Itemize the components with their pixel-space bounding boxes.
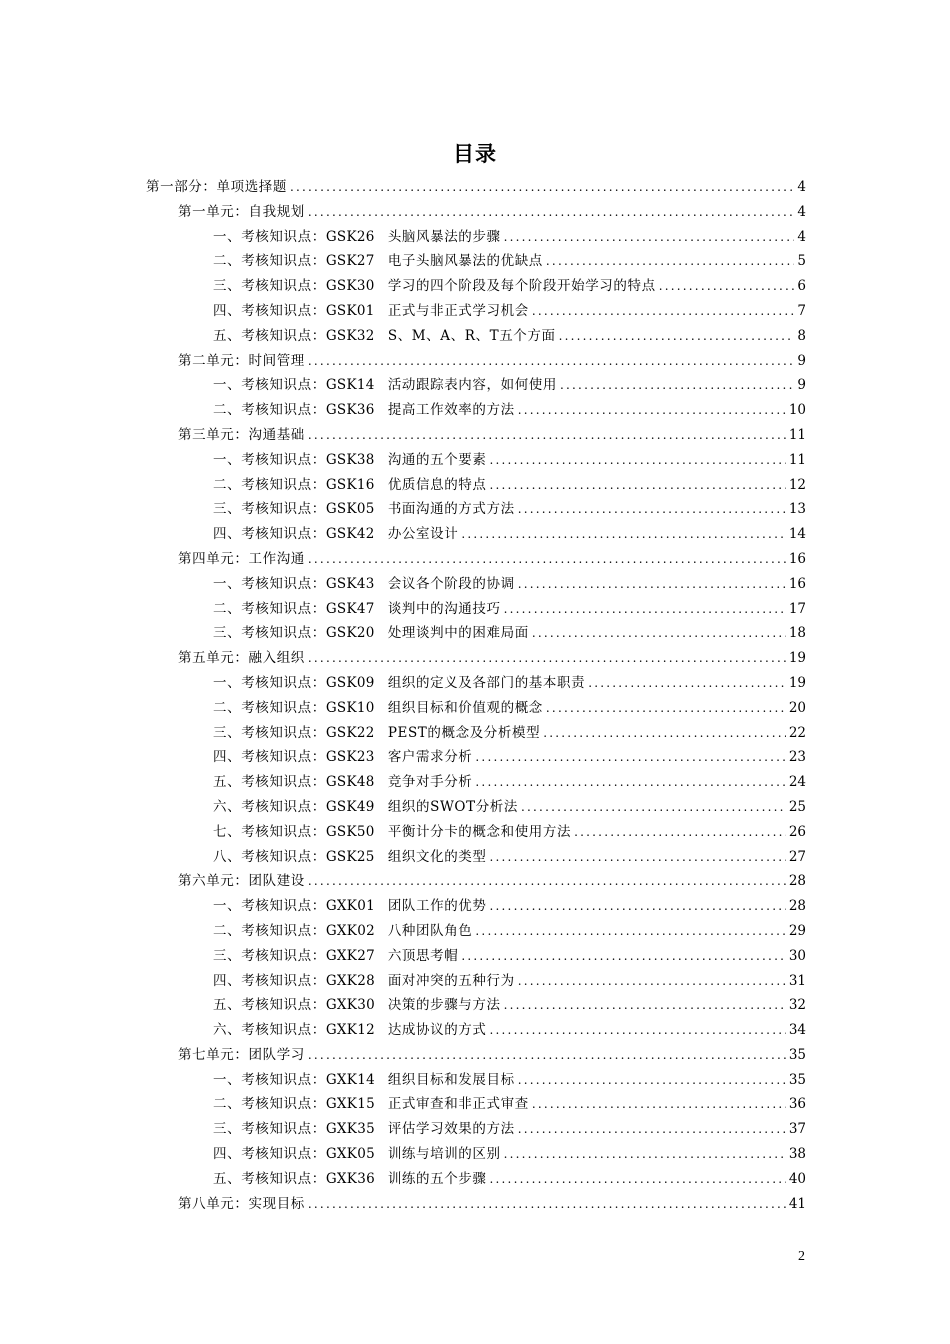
toc-knowledge-point-entry[interactable] (146, 969, 806, 994)
toc-entry-title (213, 473, 487, 498)
toc-entry-label: 四、考核知识点： (213, 302, 326, 319)
toc-dot-leader (659, 274, 795, 299)
toc-entry-page-number: 18 (788, 625, 806, 642)
toc-entry-title (213, 745, 472, 770)
toc-dot-leader (308, 423, 786, 448)
toc-entry-page-number: 4 (797, 228, 806, 245)
toc-entry-page-number: 32 (788, 997, 806, 1014)
toc-entry-code: GXK02 (325, 922, 375, 939)
toc-entry-label: 七、考核知识点： (213, 823, 326, 840)
toc-entry-code: GSK42 (325, 526, 375, 543)
toc-entry-topic: 组织目标和价值观的概念 (387, 699, 543, 716)
toc-unit-entry[interactable] (146, 547, 806, 572)
toc-entry-title (213, 969, 515, 994)
toc-entry-title (213, 1142, 501, 1167)
toc-unit-entry[interactable] (146, 1043, 806, 1068)
toc-entry-label: 二、考核知识点： (213, 922, 326, 939)
toc-entry-code: GXK14 (325, 1071, 375, 1088)
toc-entry-topic: 会议各个阶段的协调 (387, 575, 515, 592)
toc-knowledge-point-entry[interactable] (146, 299, 806, 324)
toc-entry-label: 二、考核知识点： (213, 600, 326, 617)
toc-entry-code: GXK12 (325, 1022, 375, 1039)
toc-knowledge-point-entry[interactable] (146, 597, 806, 622)
toc-entry-title (213, 944, 458, 969)
toc-dot-leader (518, 497, 786, 522)
toc-knowledge-point-entry[interactable] (146, 373, 806, 398)
toc-entry-code: GSK10 (325, 699, 375, 716)
toc-entry-code: GXK36 (325, 1170, 375, 1187)
toc-entry-label: 第四单元：工作沟通 (178, 550, 305, 567)
toc-entry-label: 三、考核知识点： (213, 625, 326, 642)
toc-dot-leader (546, 696, 786, 721)
toc-knowledge-point-entry[interactable] (146, 1142, 806, 1167)
toc-entry-topic: 八种团队角色 (387, 922, 473, 939)
toc-entry-topic: 客户需求分析 (387, 749, 473, 766)
toc-dot-leader (461, 522, 786, 547)
toc-entry-title (213, 1018, 487, 1043)
toc-entry-label: 第八单元：实现目标 (178, 1195, 305, 1212)
toc-entry-label: 一、考核知识点： (213, 674, 326, 691)
toc-entry-label: 一、考核知识点： (213, 1071, 326, 1088)
toc-entry-page-number: 10 (788, 402, 806, 419)
toc-entry-topic: 竞争对手分析 (387, 774, 473, 791)
toc-dot-leader (308, 646, 786, 671)
toc-entry-code: GXK01 (325, 898, 375, 915)
toc-knowledge-point-entry[interactable] (146, 1018, 806, 1043)
toc-entry-page-number: 7 (797, 302, 806, 319)
toc-entry-label: 四、考核知识点： (213, 526, 326, 543)
toc-knowledge-point-entry[interactable] (146, 497, 806, 522)
toc-entry-title (178, 547, 305, 572)
toc-entry-title (213, 795, 518, 820)
toc-entry-page-number: 11 (788, 451, 806, 468)
toc-entry-title (213, 621, 529, 646)
toc-entry-code: GSK23 (325, 749, 375, 766)
toc-entry-title (213, 993, 501, 1018)
toc-entry-title (213, 1068, 515, 1093)
toc-entry-page-number: 40 (788, 1170, 806, 1187)
toc-knowledge-point-entry[interactable] (146, 522, 806, 547)
toc-knowledge-point-entry[interactable] (146, 845, 806, 870)
toc-entry-label: 五、考核知识点： (213, 774, 326, 791)
toc-entry-title (213, 249, 543, 274)
toc-entry-page-number: 13 (788, 501, 806, 518)
toc-entry-label: 一、考核知识点： (213, 575, 326, 592)
toc-entry-page-number: 28 (788, 898, 806, 915)
toc-entry-code: GSK16 (325, 476, 375, 493)
toc-entry-code: GSK01 (325, 302, 375, 319)
toc-knowledge-point-entry[interactable] (146, 473, 806, 498)
toc-entry-code: GSK43 (325, 575, 375, 592)
toc-entry-label: 第三单元：沟通基础 (178, 426, 305, 443)
toc-entry-label: 五、考核知识点： (213, 327, 326, 344)
toc-entry-label: 一、考核知识点： (213, 898, 326, 915)
toc-entry-code: GSK36 (325, 402, 375, 419)
toc-entry-label: 五、考核知识点： (213, 1170, 326, 1187)
toc-entry-label: 六、考核知识点： (213, 1022, 326, 1039)
toc-entry-page-number: 12 (788, 476, 806, 493)
toc-dot-leader (543, 721, 786, 746)
toc-dot-leader (560, 373, 794, 398)
toc-entry-page-number: 9 (797, 377, 806, 394)
toc-entry-label: 三、考核知识点： (213, 278, 326, 295)
toc-knowledge-point-entry[interactable] (146, 398, 806, 423)
toc-entry-code: GSK50 (325, 823, 375, 840)
toc-entry-title (213, 1167, 487, 1192)
toc-entry-page-number: 6 (797, 278, 806, 295)
toc-entry-page-number: 5 (797, 253, 806, 270)
toc-entry-title (178, 423, 305, 448)
toc-entry-title (178, 646, 305, 671)
toc-entry-label: 三、考核知识点： (213, 724, 326, 741)
toc-entry-label: 二、考核知识点： (213, 253, 326, 270)
toc-entry-title (213, 497, 515, 522)
toc-knowledge-point-entry[interactable] (146, 671, 806, 696)
toc-dot-leader (532, 299, 795, 324)
toc-entry-title (213, 398, 515, 423)
toc-entry-page-number: 22 (788, 724, 806, 741)
toc-entry-topic: 平衡计分卡的概念和使用方法 (387, 823, 572, 840)
toc-entry-code: GSK49 (325, 798, 375, 815)
toc-knowledge-point-entry[interactable] (146, 919, 806, 944)
toc-knowledge-point-entry[interactable] (146, 993, 806, 1018)
toc-entry-code: GXK27 (325, 947, 375, 964)
toc-entry-topic: 六顶思考帽 (387, 947, 459, 964)
toc-dot-leader (532, 1092, 786, 1117)
toc-entry-page-number: 24 (788, 774, 806, 791)
page-title: 目录 (453, 142, 497, 166)
toc-entry-page-number: 30 (788, 947, 806, 964)
toc-entry-page-number: 14 (788, 526, 806, 543)
toc-knowledge-point-entry[interactable] (146, 621, 806, 646)
toc-dot-leader (504, 993, 786, 1018)
toc-entry-page-number: 4 (797, 203, 806, 220)
toc-entry-title (213, 448, 487, 473)
toc-dot-leader (518, 1117, 786, 1142)
toc-entry-code: GSK48 (325, 774, 375, 791)
toc-unit-entry[interactable] (146, 200, 806, 225)
toc-entry-label: 一、考核知识点： (213, 377, 326, 394)
toc-entry-code: GXK28 (325, 972, 375, 989)
toc-knowledge-point-entry[interactable] (146, 249, 806, 274)
toc-entry-title (213, 522, 458, 547)
toc-entry-topic: 组织的定义及各部门的基本职责 (387, 674, 586, 691)
toc-entry-page-number: 19 (788, 650, 806, 667)
toc-dot-leader (504, 597, 786, 622)
toc-entry-title (213, 1117, 515, 1142)
toc-entry-title (213, 299, 529, 324)
toc-entry-page-number: 4 (797, 179, 806, 195)
toc-unit-entry[interactable] (146, 349, 806, 374)
toc-dot-leader (290, 175, 794, 200)
page-number: 2 (798, 1249, 805, 1264)
toc-entry-page-number: 19 (788, 674, 806, 691)
toc-entry-page-number: 11 (788, 426, 806, 443)
toc-knowledge-point-entry[interactable] (146, 324, 806, 349)
toc-unit-entry[interactable] (146, 423, 806, 448)
toc-entry-topic: 提高工作效率的方法 (387, 402, 515, 419)
toc-unit-entry[interactable] (146, 646, 806, 671)
toc-entry-label: 三、考核知识点： (213, 947, 326, 964)
toc-entry-label: 二、考核知识点： (213, 699, 326, 716)
toc-entry-topic: 优质信息的特点 (387, 476, 487, 493)
toc-entry-page-number: 41 (788, 1195, 806, 1212)
toc-entry-label: 第一部分：单项选择题 (146, 179, 287, 195)
toc-knowledge-point-entry[interactable] (146, 448, 806, 473)
toc-dot-leader (475, 770, 785, 795)
toc-entry-label: 三、考核知识点： (213, 1121, 326, 1138)
toc-entry-page-number: 17 (788, 600, 806, 617)
toc-entry-label: 二、考核知识点： (213, 1096, 326, 1113)
toc-entry-page-number: 28 (788, 873, 806, 890)
toc-entry-label: 六、考核知识点： (213, 798, 326, 815)
toc-entry-title (213, 845, 487, 870)
toc-entry-topic: 正式与非正式学习机会 (387, 302, 529, 319)
toc-entry-label: 八、考核知识点： (213, 848, 326, 865)
toc-entry-title (213, 274, 656, 299)
toc-entry-topic: 电子头脑风暴法的优缺点 (387, 253, 543, 270)
toc-entry-page-number: 16 (788, 575, 806, 592)
toc-dot-leader (475, 745, 785, 770)
toc-entry-title (213, 373, 557, 398)
toc-entry-topic: PEST的概念及分析模型 (387, 724, 541, 741)
toc-entry-topic: S、M、A、R、T五个方面 (387, 327, 556, 344)
toc-unit-entry[interactable] (146, 1192, 806, 1217)
toc-knowledge-point-entry[interactable] (146, 572, 806, 597)
toc-entry-code: GSK47 (325, 600, 375, 617)
toc-entry-page-number: 35 (788, 1046, 806, 1063)
toc-entry-page-number: 25 (788, 798, 806, 815)
toc-entry-topic: 训练与培训的区别 (387, 1146, 501, 1163)
toc-entry-title (213, 597, 501, 622)
toc-dot-leader (490, 845, 786, 870)
toc-entry-topic: 组织的SWOT分析法 (387, 798, 519, 815)
toc-entry-label: 第五单元：融入组织 (178, 650, 305, 667)
toc-entry-title (213, 770, 472, 795)
toc-entry-page-number: 8 (797, 327, 806, 344)
toc-entry-topic: 活动跟踪表内容，如何使用 (387, 377, 558, 394)
toc-knowledge-point-entry[interactable] (146, 696, 806, 721)
toc-dot-leader (588, 671, 786, 696)
toc-entry-code: GSK09 (325, 674, 375, 691)
toc-entry-code: GSK38 (325, 451, 375, 468)
toc-entry-topic: 评估学习效果的方法 (387, 1121, 515, 1138)
toc-entry-title (146, 175, 287, 200)
toc-entry-title (213, 671, 585, 696)
toc-dot-leader (559, 324, 795, 349)
toc-dot-leader (490, 473, 786, 498)
toc-entry-topic: 正式审查和非正式审查 (387, 1096, 529, 1113)
toc-entry-label: 第一单元：自我规划 (178, 203, 305, 220)
toc-entry-label: 一、考核知识点： (213, 228, 326, 245)
toc-entry-code: GSK22 (325, 724, 375, 741)
toc-entry-page-number: 35 (788, 1071, 806, 1088)
toc-entry-code: GXK30 (325, 997, 375, 1014)
toc-knowledge-point-entry[interactable] (146, 721, 806, 746)
toc-entry-label: 四、考核知识点： (213, 1146, 326, 1163)
toc-knowledge-point-entry[interactable] (146, 820, 806, 845)
toc-entry-page-number: 36 (788, 1096, 806, 1113)
toc-entry-page-number: 9 (797, 352, 806, 369)
toc-entry-topic: 头脑风暴法的步骤 (387, 228, 501, 245)
toc-knowledge-point-entry[interactable] (146, 225, 806, 250)
toc-knowledge-point-entry[interactable] (146, 1117, 806, 1142)
toc-knowledge-point-entry[interactable] (146, 1167, 806, 1192)
toc-dot-leader (490, 894, 786, 919)
toc-knowledge-point-entry[interactable] (146, 745, 806, 770)
toc-dot-leader (574, 820, 786, 845)
toc-entry-topic: 组织目标和发展目标 (387, 1071, 515, 1088)
toc-entry-page-number: 38 (788, 1146, 806, 1163)
toc-entry-topic: 训练的五个步骤 (387, 1170, 487, 1187)
toc-entry-code: GSK20 (325, 625, 375, 642)
toc-dot-leader (308, 869, 786, 894)
toc-entry-title (213, 820, 571, 845)
toc-entry-title (213, 1092, 529, 1117)
toc-entry-topic: 组织文化的类型 (387, 848, 487, 865)
toc-entry-page-number: 34 (788, 1022, 806, 1039)
toc-entry-label: 一、考核知识点： (213, 451, 326, 468)
toc-knowledge-point-entry[interactable] (146, 274, 806, 299)
toc-knowledge-point-entry[interactable] (146, 770, 806, 795)
toc-entry-label: 四、考核知识点： (213, 749, 326, 766)
toc-dot-leader (532, 621, 786, 646)
toc-entry-topic: 沟通的五个要素 (387, 451, 487, 468)
toc-dot-leader (475, 919, 785, 944)
toc-entry-title (178, 1043, 305, 1068)
toc-knowledge-point-entry[interactable] (146, 1068, 806, 1093)
toc-dot-leader (518, 398, 786, 423)
toc-entry-page-number: 29 (788, 922, 806, 939)
toc-dot-leader (518, 572, 786, 597)
toc-entry-page-number: 37 (788, 1121, 806, 1138)
toc-entry-label: 第六单元：团队建设 (178, 873, 305, 890)
toc-dot-leader (518, 1068, 786, 1093)
toc-entry-code: GSK30 (325, 278, 375, 295)
toc-entry-code: GSK05 (325, 501, 375, 518)
toc-knowledge-point-entry[interactable] (146, 894, 806, 919)
toc-dot-leader (546, 249, 794, 274)
toc-entry-label: 二、考核知识点： (213, 476, 326, 493)
toc-entry-title (213, 225, 501, 250)
toc-entry-topic: 办公室设计 (387, 526, 459, 543)
toc-knowledge-point-entry[interactable] (146, 1092, 806, 1117)
toc-part-entry[interactable] (146, 175, 806, 200)
toc-dot-leader (461, 944, 786, 969)
toc-dot-leader (308, 1043, 786, 1068)
toc-entry-label: 四、考核知识点： (213, 972, 326, 989)
toc-entry-page-number: 31 (788, 972, 806, 989)
toc-entry-topic: 团队工作的优势 (387, 898, 487, 915)
toc-dot-leader (504, 1142, 786, 1167)
toc-entry-page-number: 16 (788, 550, 806, 567)
toc-dot-leader (504, 225, 795, 250)
toc-dot-leader (308, 547, 786, 572)
toc-entry-label: 第七单元：团队学习 (178, 1046, 305, 1063)
toc-knowledge-point-entry[interactable] (146, 944, 806, 969)
toc-entry-code: GSK14 (325, 377, 375, 394)
toc-dot-leader (308, 200, 795, 225)
toc-entry-title (213, 721, 540, 746)
toc-entry-topic: 达成协议的方式 (387, 1022, 487, 1039)
toc-entry-topic: 面对冲突的五种行为 (387, 972, 515, 989)
toc-entry-code: GXK05 (325, 1146, 375, 1163)
toc-entry-title (213, 894, 487, 919)
toc-entry-title (213, 696, 543, 721)
toc-dot-leader (308, 1192, 786, 1217)
toc-knowledge-point-entry[interactable] (146, 795, 806, 820)
toc-entry-label: 五、考核知识点： (213, 997, 326, 1014)
toc-entry-code: GSK32 (325, 327, 375, 344)
toc-entry-topic: 决策的步骤与方法 (387, 997, 501, 1014)
toc-entry-title (213, 919, 472, 944)
toc-entry-topic: 学习的四个阶段及每个阶段开始学习的特点 (387, 278, 656, 295)
toc-entry-code: GSK26 (325, 228, 375, 245)
toc-entry-code: GSK25 (325, 848, 375, 865)
toc-unit-entry[interactable] (146, 869, 806, 894)
toc-entry-title (213, 324, 556, 349)
toc-dot-leader (308, 349, 795, 374)
toc-entry-topic: 处理谈判中的困难局面 (387, 625, 529, 642)
toc-entry-topic: 谈判中的沟通技巧 (387, 600, 501, 617)
toc-entry-label: 二、考核知识点： (213, 402, 326, 419)
toc-entry-label: 三、考核知识点： (213, 501, 326, 518)
toc-entry-title (178, 1192, 305, 1217)
toc-entry-label: 第二单元：时间管理 (178, 352, 305, 369)
toc-dot-leader (521, 795, 786, 820)
table-of-contents (146, 175, 806, 1216)
toc-entry-code: GXK35 (325, 1121, 375, 1138)
toc-entry-page-number: 20 (788, 699, 806, 716)
toc-entry-topic: 书面沟通的方式方法 (387, 501, 515, 518)
toc-dot-leader (490, 1167, 786, 1192)
toc-dot-leader (490, 448, 786, 473)
toc-entry-code: GSK27 (325, 253, 375, 270)
toc-entry-page-number: 23 (788, 749, 806, 766)
toc-dot-leader (518, 969, 786, 994)
toc-entry-title (178, 869, 305, 894)
toc-entry-page-number: 26 (788, 823, 806, 840)
toc-entry-title (178, 200, 305, 225)
toc-entry-code: GXK15 (325, 1096, 375, 1113)
toc-dot-leader (490, 1018, 786, 1043)
toc-entry-title (178, 349, 305, 374)
toc-entry-title (213, 572, 515, 597)
toc-entry-page-number: 27 (788, 848, 806, 865)
